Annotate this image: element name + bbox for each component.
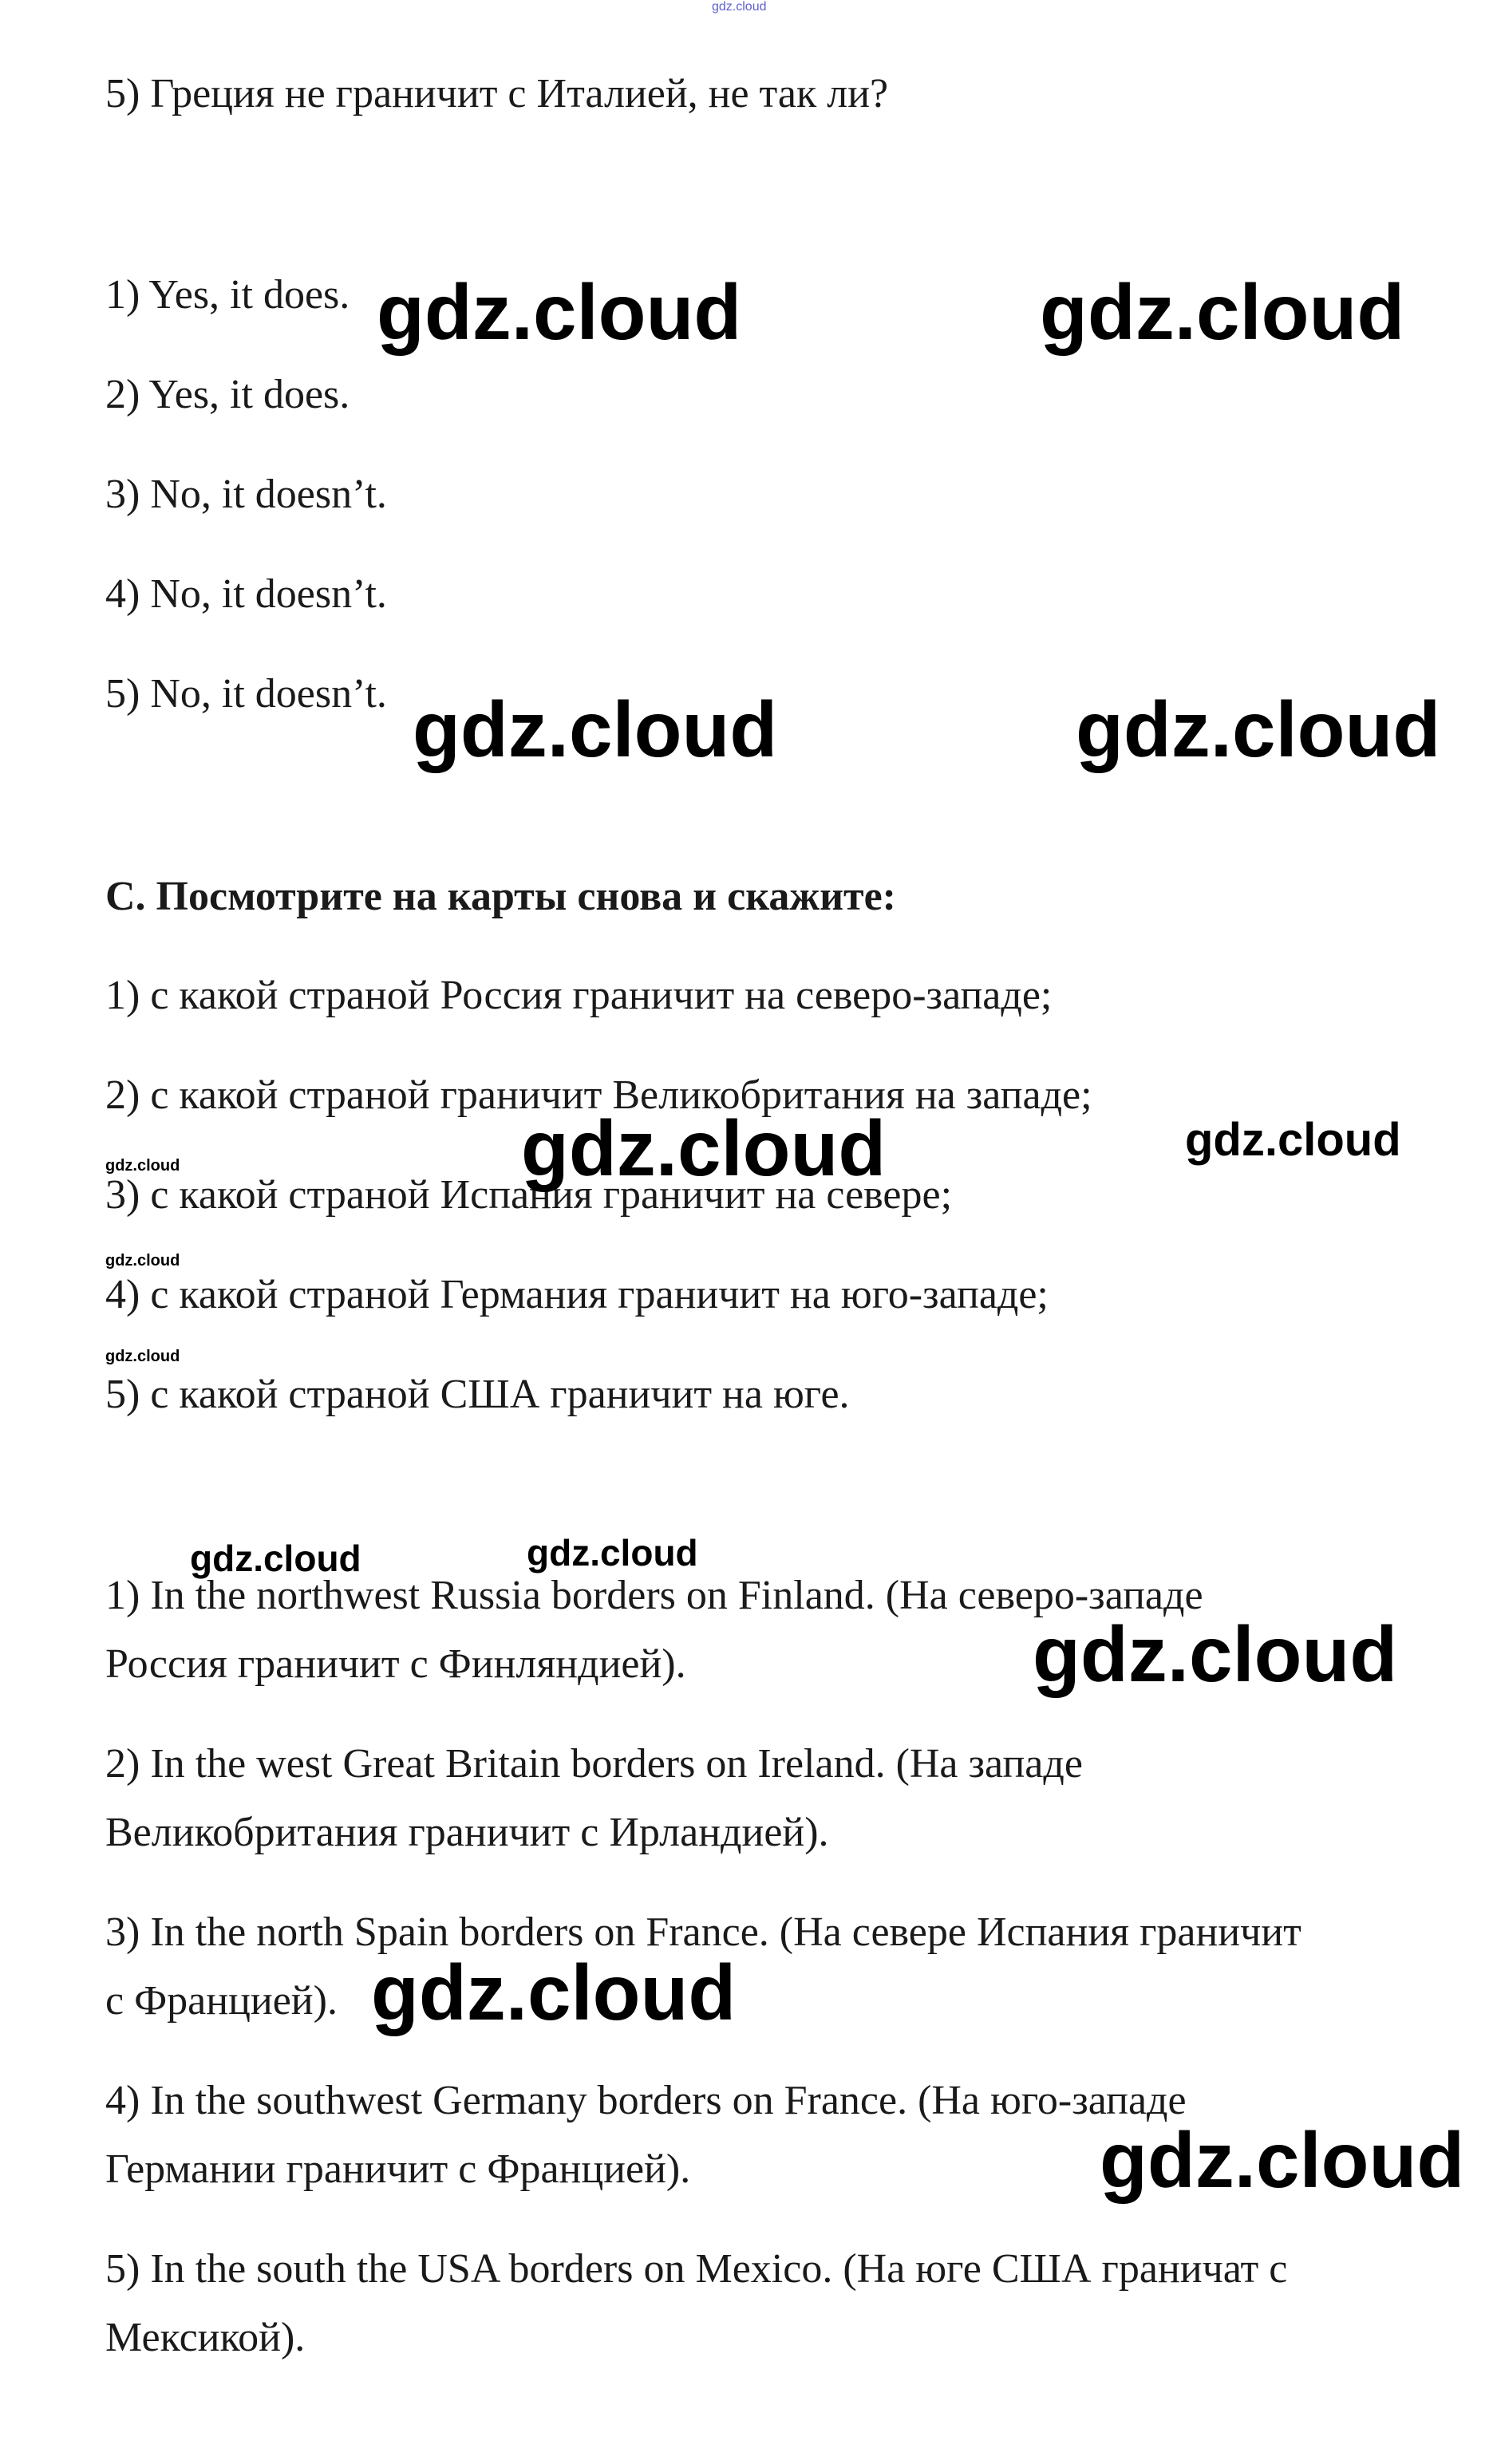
section-c-answer-3-line2: с Францией). xyxy=(105,1978,338,2024)
watermark: gdz.cloud xyxy=(527,1532,698,1574)
watermark: gdz.cloud xyxy=(105,1157,180,1175)
watermark: gdz.cloud xyxy=(105,1252,180,1270)
section-c-answer-5-line1: 5) In the south the USA borders on Mexico. (На юге США граничат с xyxy=(105,2246,1288,2292)
top-watermark: gdz.cloud xyxy=(712,0,767,14)
section-c-answer-2-line1: 2) In the west Great Britain borders on Ireland. (На западе xyxy=(105,1741,1083,1787)
watermark: gdz.cloud xyxy=(377,268,742,356)
section-c-question-1: 1) с какой страной Россия граничит на северо-западе; xyxy=(105,973,1053,1018)
section-c-answer-5-line2: Мексикой). xyxy=(105,2315,306,2360)
watermark: gdz.cloud xyxy=(371,1949,737,2036)
section-c-answer-4-line2: Германии граничит с Францией). xyxy=(105,2146,691,2192)
answer-b-1: 1) Yes, it does. xyxy=(105,272,350,318)
section-c-answer-3-line1: 3) In the north Spain borders on France. (На севере Испания граничит xyxy=(105,1909,1301,1955)
watermark: gdz.cloud xyxy=(1185,1114,1401,1166)
section-c-question-4: 4) с какой страной Германия граничит на юго-западе; xyxy=(105,1272,1049,1317)
section-c-question-2: 2) с какой страной граничит Великобритания на западе; xyxy=(105,1072,1092,1118)
section-c-answer-1-line2: Россия граничит с Финляндией). xyxy=(105,1641,686,1687)
section-c-question-3: 3) с какой страной Испания граничит на севере; xyxy=(105,1172,953,1218)
question-5: 5) Греция не граничит с Италией, не так ли? xyxy=(105,71,889,116)
section-c-question-5: 5) с какой страной США граничит на юге. xyxy=(105,1372,850,1417)
section-c-heading: C. Посмотрите на карты снова и скажите: xyxy=(105,874,896,919)
watermark: gdz.cloud xyxy=(521,1104,887,1192)
section-c-answer-2-line2: Великобритания граничит с Ирландией). xyxy=(105,1810,829,1855)
answer-b-4: 4) No, it doesn’t. xyxy=(105,571,387,617)
watermark: gdz.cloud xyxy=(1040,268,1405,356)
watermark: gdz.cloud xyxy=(1076,685,1441,773)
answer-b-3: 3) No, it doesn’t. xyxy=(105,472,387,517)
section-c-answer-4-line1: 4) In the southwest Germany borders on France. (На юго-западе xyxy=(105,2078,1187,2123)
answer-b-2: 2) Yes, it does. xyxy=(105,372,350,417)
watermark: gdz.cloud xyxy=(105,1348,180,1365)
watermark: gdz.cloud xyxy=(413,685,778,773)
section-c-answer-1-line1: 1) In the northwest Russia borders on Finland. (На северо-западе xyxy=(105,1573,1203,1618)
watermark: gdz.cloud xyxy=(190,1538,361,1579)
watermark: gdz.cloud xyxy=(1033,1610,1398,1698)
watermark: gdz.cloud xyxy=(1100,2116,1465,2204)
answer-b-5: 5) No, it doesn’t. xyxy=(105,671,387,717)
